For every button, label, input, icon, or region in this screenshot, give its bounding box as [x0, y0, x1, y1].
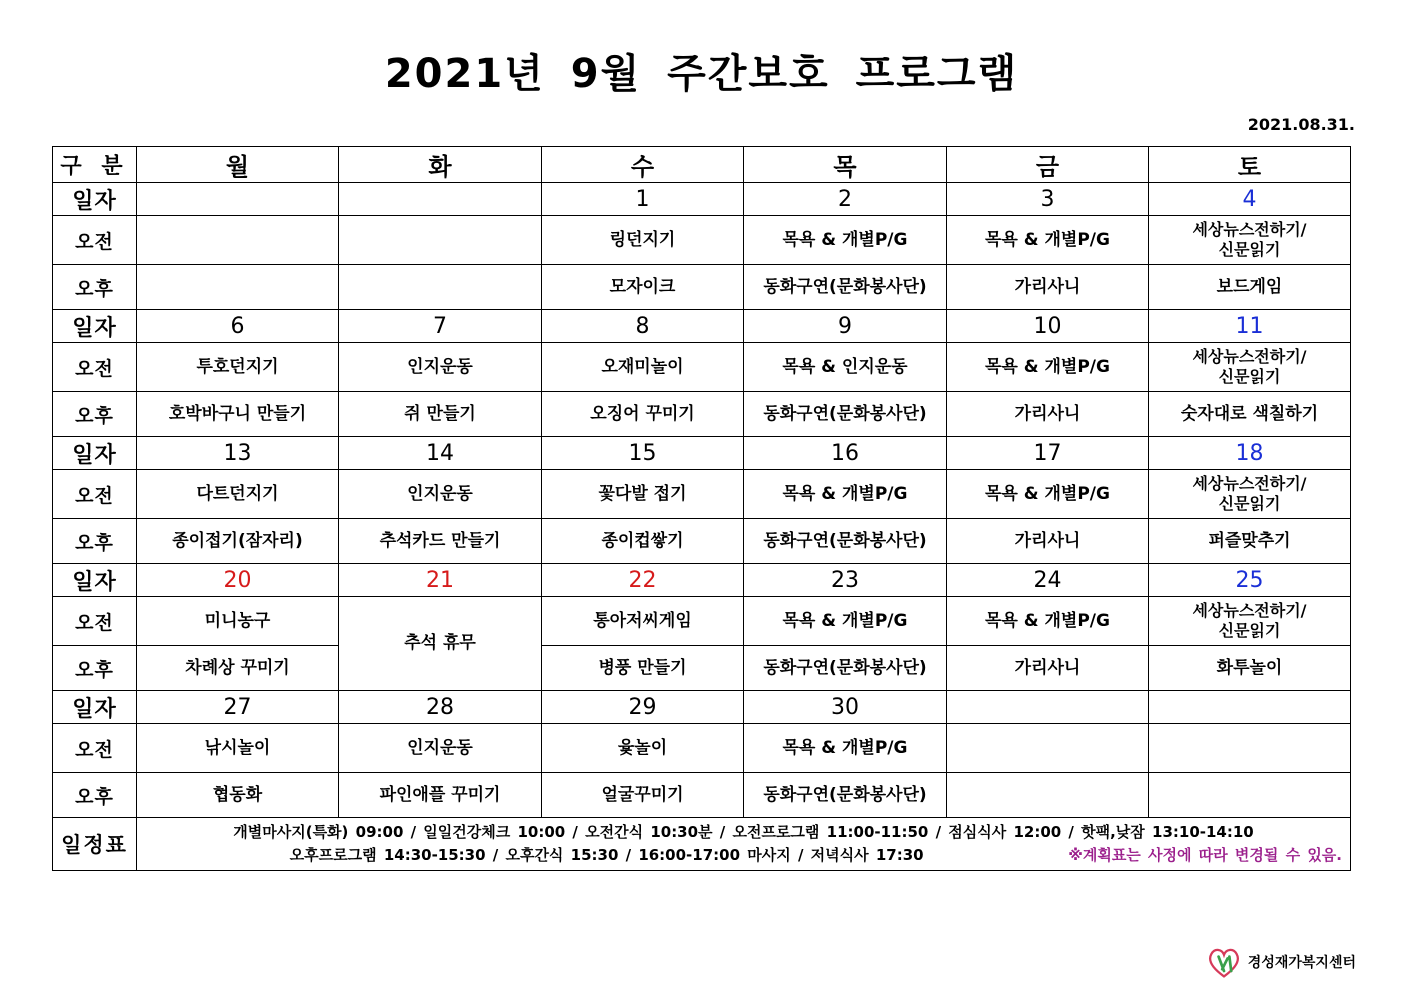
date-cell-fri: 24	[947, 564, 1149, 597]
am-cell-mon	[137, 216, 339, 265]
activity-text: 목욕 & 개별P/G	[782, 737, 908, 758]
activity-text: 동화구연(문화봉사단)	[763, 403, 927, 424]
header-label: 구 분	[53, 147, 137, 183]
am-row	[53, 343, 1351, 392]
schedule-line-2-text: 오후프로그램 14:30-15:30 / 오후간식 15:30 / 16:00-17:00 마사지 / 저녁식사 17:30	[289, 846, 924, 864]
header-row	[53, 147, 1351, 183]
activity-text: 꽃다발 접기	[598, 483, 687, 504]
header-day-tue: 화	[339, 147, 542, 183]
am-row	[53, 470, 1351, 519]
activity-text: 목욕 & 인지운동	[782, 356, 908, 377]
am-row	[53, 724, 1351, 773]
activity-text: 모자이크	[609, 276, 676, 297]
activity-text: 퍼즐맞추기	[1208, 530, 1291, 551]
schedule-table-body	[53, 147, 1351, 871]
activity-text-line2: 신문읽기	[1218, 367, 1281, 386]
schedule-row	[53, 818, 1351, 871]
pm-cell-mon	[137, 773, 339, 818]
date-row	[53, 564, 1351, 597]
pm-row	[53, 519, 1351, 564]
activity-text: 종이컵쌓기	[601, 530, 684, 551]
activity-text: 인지운동	[407, 356, 473, 377]
row-label-day: 일자	[53, 437, 137, 470]
am-cell-fri	[947, 343, 1149, 392]
am-cell-mon	[137, 597, 339, 646]
row-label-pm: 오후	[53, 392, 137, 437]
am-cell-thu	[744, 724, 947, 773]
activity-text: 미니농구	[204, 610, 271, 631]
activity-text-line1: 세상뉴스전하기/	[1192, 474, 1307, 493]
pm-cell-wed	[542, 265, 744, 310]
header-day-sat: 토	[1149, 147, 1351, 183]
am-cell-fri	[947, 470, 1149, 519]
pm-row	[53, 392, 1351, 437]
activity-text: 목욕 & 개별P/G	[782, 229, 908, 250]
activity-text: 추석 휴무	[404, 633, 476, 653]
am-cell-tue	[339, 724, 542, 773]
date-cell-mon: 6	[137, 310, 339, 343]
activity-text: 종이접기(잠자리)	[172, 530, 303, 551]
pm-cell-tue	[339, 392, 542, 437]
schedule-note: ※계획표는 사정에 따라 변경될 수 있음.	[1068, 846, 1342, 864]
pm-cell-sat	[1149, 646, 1351, 691]
pm-row	[53, 773, 1351, 818]
header-day-mon: 월	[137, 147, 339, 183]
activity-text: 협동화	[212, 784, 263, 805]
activity-text: 추석카드 만들기	[379, 530, 501, 551]
activity-text: 목욕 & 개별P/G	[782, 610, 908, 631]
pm-cell-thu	[744, 646, 947, 691]
header-day-wed: 수	[542, 147, 744, 183]
pm-cell-sat	[1149, 519, 1351, 564]
pm-cell-tue	[339, 519, 542, 564]
row-label-pm: 오후	[53, 519, 137, 564]
activity-text: 투호던지기	[196, 356, 279, 377]
am-cell-thu	[744, 343, 947, 392]
schedule-label: 일정표	[53, 818, 137, 871]
am-cell-thu	[744, 216, 947, 265]
date-cell-fri	[947, 691, 1149, 724]
date-cell-wed: 29	[542, 691, 744, 724]
pm-cell-wed	[542, 392, 744, 437]
am-cell-wed	[542, 597, 744, 646]
date-cell-thu: 2	[744, 183, 947, 216]
am-cell-fri	[947, 216, 1149, 265]
page-title: 2021년 9월 주간보호 프로그램	[384, 51, 1019, 97]
activity-text: 가리사니	[1014, 276, 1081, 297]
date-cell-tue: 7	[339, 310, 542, 343]
am-cell-sat	[1149, 470, 1351, 519]
date-cell-sat	[1149, 691, 1351, 724]
row-label-pm: 오후	[53, 773, 137, 818]
row-label-am: 오전	[53, 597, 137, 646]
pm-cell-mon	[137, 265, 339, 310]
am-cell-sat	[1149, 343, 1351, 392]
pm-cell-thu	[744, 519, 947, 564]
row-label-am: 오전	[53, 343, 137, 392]
activity-text: 목욕 & 개별P/G	[985, 610, 1110, 631]
activity-text-line2: 신문읽기	[1218, 240, 1281, 259]
activity-text: 보드게임	[1216, 276, 1283, 297]
row-label-day: 일자	[53, 310, 137, 343]
am-cell-tue	[339, 216, 542, 265]
row-label-day: 일자	[53, 183, 137, 216]
date-cell-thu: 9	[744, 310, 947, 343]
am-cell-tue	[339, 470, 542, 519]
row-label-am: 오전	[53, 216, 137, 265]
activity-text: 오재미놀이	[601, 356, 684, 377]
date-cell-thu: 30	[744, 691, 947, 724]
activity-text: 다트던지기	[196, 483, 279, 504]
footer	[1206, 944, 1356, 980]
activity-text: 동화구연(문화봉사단)	[763, 530, 927, 551]
date-cell-sat: 25	[1149, 564, 1351, 597]
row-label-am: 오전	[53, 724, 137, 773]
activity-text: 쥐 만들기	[404, 403, 476, 424]
activity-text: 목욕 & 개별P/G	[985, 229, 1110, 250]
am-row	[53, 216, 1351, 265]
date-cell-wed: 8	[542, 310, 744, 343]
am-row	[53, 597, 1351, 646]
pm-cell-fri	[947, 773, 1149, 818]
am-cell-mon	[137, 470, 339, 519]
activity-text-line2: 신문읽기	[1218, 621, 1281, 640]
activity-text-line1: 세상뉴스전하기/	[1192, 601, 1307, 620]
activity-text: 동화구연(문화봉사단)	[763, 276, 927, 297]
date-cell-sat: 18	[1149, 437, 1351, 470]
pm-cell-sat	[1149, 773, 1351, 818]
pm-cell-tue	[339, 773, 542, 818]
am-cell-sat	[1149, 216, 1351, 265]
date-cell-sat: 11	[1149, 310, 1351, 343]
schedule-line-1: 개별마사지(특화) 09:00 / 일일건강체크 10:00 / 오전간식 10:30분 / 오전프로그램 11:00-11:50 / 점심식사 12:00 / 핫팩,낮잠 13:10-14:10	[233, 823, 1254, 841]
pm-cell-thu	[744, 392, 947, 437]
date-row	[53, 310, 1351, 343]
am-cell-tue	[339, 597, 542, 691]
date-cell-mon: 27	[137, 691, 339, 724]
date-cell-sat: 4	[1149, 183, 1351, 216]
pm-cell-mon	[137, 646, 339, 691]
date-cell-mon: 20	[137, 564, 339, 597]
activity-text: 통아저씨게임	[593, 610, 692, 631]
pm-cell-sat	[1149, 392, 1351, 437]
pm-row	[53, 265, 1351, 310]
pm-cell-mon	[137, 519, 339, 564]
activity-text: 가리사니	[1014, 403, 1081, 424]
am-cell-thu	[744, 470, 947, 519]
document-date: 2021.08.31.	[1247, 115, 1355, 134]
pm-cell-sat	[1149, 265, 1351, 310]
activity-text: 동화구연(문화봉사단)	[763, 784, 927, 805]
date-cell-thu: 16	[744, 437, 947, 470]
activity-text-line1: 세상뉴스전하기/	[1192, 347, 1307, 366]
activity-text: 병풍 만들기	[598, 657, 687, 678]
activity-text: 화투놀이	[1216, 657, 1283, 678]
am-cell-thu	[744, 597, 947, 646]
date-cell-wed: 1	[542, 183, 744, 216]
row-label-day: 일자	[53, 691, 137, 724]
date-row	[53, 691, 1351, 724]
date-cell-mon: 13	[137, 437, 339, 470]
row-label-day: 일자	[53, 564, 137, 597]
org-name: 경성재가복지센터	[1247, 955, 1356, 971]
activity-text: 목욕 & 개별P/G	[985, 356, 1110, 377]
activity-text-line2: 신문읽기	[1218, 494, 1281, 513]
schedule-table	[52, 146, 1351, 871]
schedule-text-cell	[137, 818, 1351, 871]
pm-cell-thu	[744, 265, 947, 310]
schedule-line-2	[145, 844, 1342, 867]
date-cell-tue: 21	[339, 564, 542, 597]
activity-text: 호박바구니 만들기	[168, 403, 307, 424]
date-cell-thu: 23	[744, 564, 947, 597]
row-label-am: 오전	[53, 470, 137, 519]
am-cell-mon	[137, 343, 339, 392]
pm-cell-fri	[947, 519, 1149, 564]
activity-text: 인지운동	[407, 483, 473, 504]
date-row	[53, 183, 1351, 216]
activity-text: 가리사니	[1014, 657, 1081, 678]
row-label-pm: 오후	[53, 646, 137, 691]
date-cell-wed: 15	[542, 437, 744, 470]
am-cell-wed	[542, 724, 744, 773]
date-cell-fri: 3	[947, 183, 1149, 216]
activity-text: 목욕 & 개별P/G	[782, 483, 908, 504]
activity-text: 얼굴꾸미기	[601, 784, 684, 805]
activity-text: 오징어 꾸미기	[590, 403, 695, 424]
pm-cell-wed	[542, 773, 744, 818]
pm-cell-fri	[947, 646, 1149, 691]
pm-cell-tue	[339, 265, 542, 310]
am-cell-tue	[339, 343, 542, 392]
pm-cell-fri	[947, 265, 1149, 310]
activity-text: 링던지기	[609, 229, 676, 250]
activity-text: 가리사니	[1014, 530, 1081, 551]
pm-row	[53, 646, 1351, 691]
date-cell-fri: 17	[947, 437, 1149, 470]
pm-cell-wed	[542, 646, 744, 691]
activity-text: 파인애플 꾸미기	[379, 784, 501, 805]
date-cell-tue: 28	[339, 691, 542, 724]
pm-cell-thu	[744, 773, 947, 818]
date-cell-tue: 14	[339, 437, 542, 470]
am-cell-sat	[1149, 597, 1351, 646]
am-cell-wed	[542, 216, 744, 265]
row-label-pm: 오후	[53, 265, 137, 310]
am-cell-mon	[137, 724, 339, 773]
pm-cell-fri	[947, 392, 1149, 437]
am-cell-fri	[947, 724, 1149, 773]
am-cell-sat	[1149, 724, 1351, 773]
date-cell-mon	[137, 183, 339, 216]
activity-text: 인지운동	[407, 737, 473, 758]
activity-text: 낚시놀이	[204, 737, 271, 758]
date-cell-wed: 22	[542, 564, 744, 597]
activity-text: 숫자대로 색칠하기	[1180, 403, 1319, 424]
pm-cell-mon	[137, 392, 339, 437]
date-row	[53, 437, 1351, 470]
header-day-thu: 목	[744, 147, 947, 183]
activity-text-line1: 세상뉴스전하기/	[1192, 220, 1307, 239]
heart-logo-icon	[1206, 944, 1242, 980]
activity-text: 목욕 & 개별P/G	[985, 483, 1110, 504]
am-cell-fri	[947, 597, 1149, 646]
pm-cell-wed	[542, 519, 744, 564]
activity-text: 윷놀이	[617, 737, 668, 758]
date-cell-fri: 10	[947, 310, 1149, 343]
activity-text: 동화구연(문화봉사단)	[763, 657, 927, 678]
date-cell-tue	[339, 183, 542, 216]
am-cell-wed	[542, 470, 744, 519]
am-cell-wed	[542, 343, 744, 392]
header-day-fri: 금	[947, 147, 1149, 183]
activity-text: 차례상 꾸미기	[185, 657, 290, 678]
